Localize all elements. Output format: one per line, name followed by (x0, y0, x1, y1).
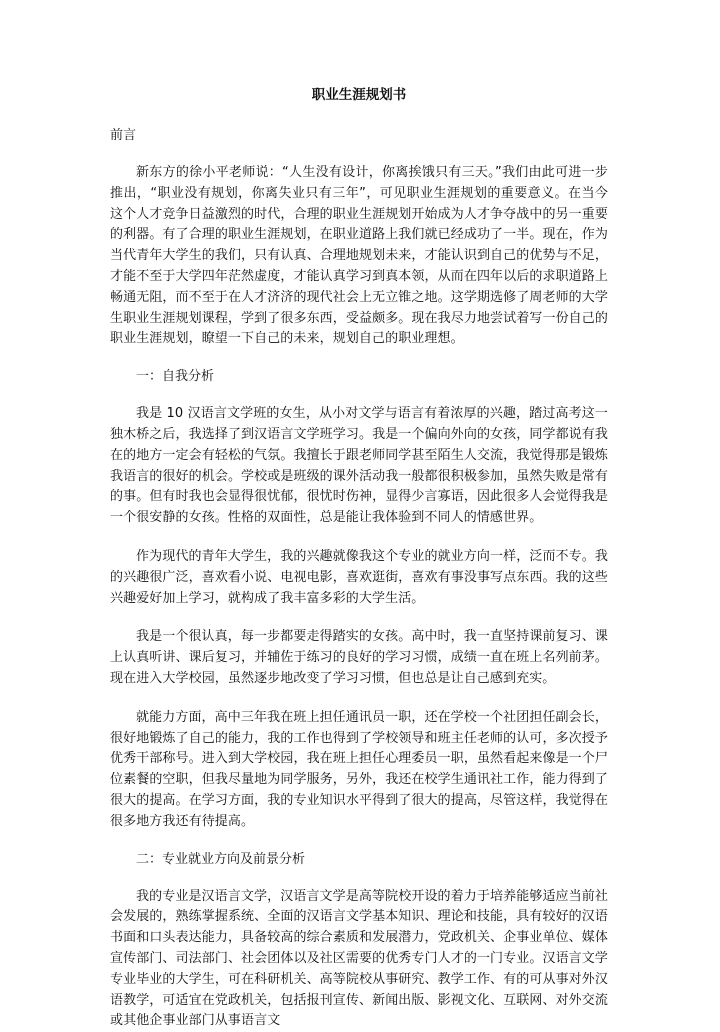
section1-paragraph: 就能力方面，高中三年我在班上担任通讯员一职，还在学校一个社团担任副会长，很好地锻炼了自己的能力，我的工作也得到了学校领导和班主任老师的认可，多次授予优秀干部称号。进入到大学校园，我在班上担任心理委员一职，虽然看起来像是一个尸位素餐的空职，但我尽量地为同学服务，另外，我还在校学生通讯社工作，能力得到了很大的提高。在学习方面，我的专业知识水平得到了很大的提高，尽管这样，我觉得在很多地方我还有待提高。 (110, 709, 608, 829)
section1-paragraph: 我是一个很认真，每一步都要走得踏实的女孩。高中时，我一直坚持课前复习、课上认真听讲、课后复习，并辅佐于练习的良好的学习习惯，成绩一直在班上名列前茅。现在进入大学校园，虽然逐步地改变了学习习惯，但也总是让自己感到充实。 (110, 629, 608, 686)
section2-heading: 二：专业就业方向及前景分析 (136, 851, 306, 867)
section1-paragraph: 我是 10 汉语言文学班的女生，从小对文学与语言有着浓厚的兴趣，踏过高考这一独木桥之后，我选择了到汉语言文学班学习。我是一个偏向外向的女孩，同学都说有我在的地方一定会有轻松的气氛。我擅长于跟老师同学甚至陌生人交流，我觉得那是锻炼我语言的很好的机会。学校或是班级的课外活动我一般都很积极参加，虽然失败是常有的事。但有时我也会显得很忧郁，很忧时伤神，显得少言寡语，因此很多人会觉得我是一个很安静的女孩。性格的双面性，总是能让我体验到不同人的情感世界。 (110, 406, 608, 526)
preface-heading: 前言 (110, 128, 137, 143)
section2-paragraph: 我的专业是汉语言文学，汉语言文学是高等院校开设的着力于培养能够适应当前社会发展的，熟练掌握系统、全面的汉语言文学基本知识、理论和技能，具有较好的汉语书面和口头表达能力，具备较高的综合素质和发展潜力，党政机关、企事业单位、媒体宣传部门、司法部门、社会团体以及社区需要的优秀专门人才的一门专业。汉语言文学专业毕业的大学生，可在科研机关、高等院校从事研究、教学工作、有的可从事对外汉语教学，可适宜在党政机关，包括报刊宣传、新闻出版、影视文化、互联网、对外交流或其他企事业部门从事语言文 (110, 888, 608, 1029)
preface-paragraph: 新东方的徐小平老师说：“人生没有设计，你离挨饿只有三天。”我们由此可进一步推出，“职业没有规划，你离失业只有三年”，可见职业生涯规划的重要意义。在当今这个人才竞争日益激烈的时代，合理的职业生涯规划开始成为人才争夺战中的另一重要的利器。有了合理的职业生涯规划，在职业道路上我们就已经成功了一半。现在，作为当代青年大学生的我们，只有认真、合理地规划未来，才能认识到自己的优势与不足，才能不至于大学四年茫然虚度，才能认真学习到真本领，从而在四年以后的求职道路上畅通无阻，而不至于在人才济济的现代社会上无立锥之地。这学期选修了周老师的大学生职业生涯规划课程，学到了很多东西，受益颇多。现在我尽力地尝试着写一份自己的职业生涯规划，瞭望一下自己的未来，规划自己的职业理想。 (110, 165, 608, 347)
section1-paragraph: 作为现代的青年大学生，我的兴趣就像我这个专业的就业方向一样，泛而不专。我的兴趣很广泛，喜欢看小说、电视电影，喜欢逛街，喜欢有事没事写点东西。我的这些兴趣爱好加上学习，就构成了我丰富多彩的大学生活。 (110, 548, 608, 606)
document-title: 职业生涯规划书 (311, 87, 407, 103)
section1-heading: 一：自我分析 (136, 369, 215, 385)
